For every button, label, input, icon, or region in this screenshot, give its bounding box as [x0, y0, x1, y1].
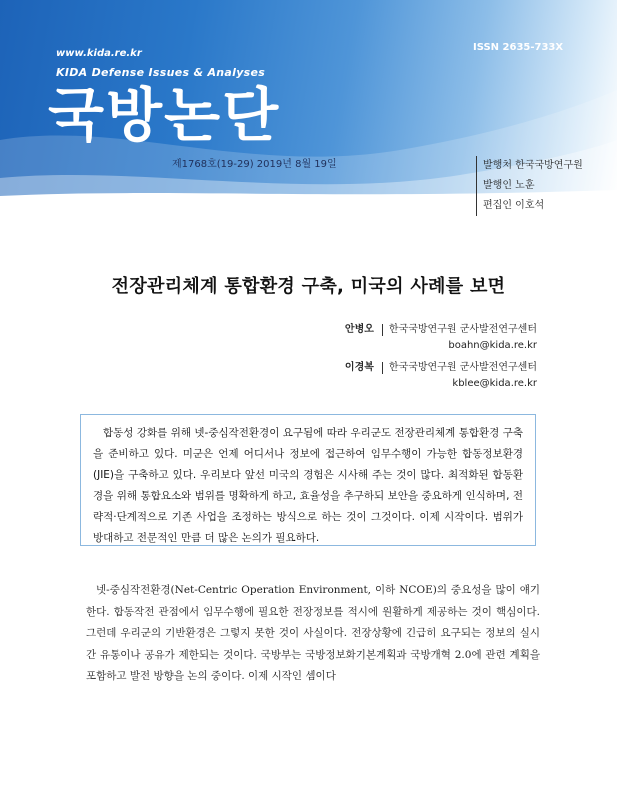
body-paragraph: 넷-중심작전환경(Net-Centric Operation Environment, 이하 NCOE)의 중요성을 많이 얘기한다. 합동작전 관점에서 임무수행에 필요한 전장정보를 적시에 원활하게 제공하는 것이 핵심이다. 그런데 우리군의 기반환경은 그렇지 못한 것이 사실이다. 전장상황에 긴급히 요구되는 정보의 실시간 유통이나 공유가 제한되는 것이다. 국방부는 국방정보화기본계획과 국방개혁 2.0에 관련 계획을 포함하고 발전 방향을 논의 중이다. 이제 시작인 셈이다 — [86, 584, 540, 682]
issn-label: ISSN 2635-733X — [473, 42, 564, 53]
divider — [382, 324, 383, 336]
publication-title: 국방논단 — [48, 81, 281, 149]
author-email[interactable]: boahn@kida.re.kr — [448, 340, 537, 351]
publisher-info — [476, 156, 583, 216]
body-section — [86, 580, 540, 688]
author-name: 안병오 — [344, 324, 374, 335]
issue-info: 제1768호(19-29) 2019년 8월 19일 — [172, 159, 337, 170]
site-url[interactable]: www.kida.re.kr — [56, 48, 142, 59]
divider — [382, 362, 383, 374]
author-block — [345, 322, 537, 354]
publisher-line: 발행인 노훈 — [483, 180, 535, 191]
author-affiliation: 한국국방연구원 군사발전연구센터 — [388, 362, 537, 373]
summary-box — [80, 414, 536, 546]
article-title: 전장관리체계 통합환경 구축, 미국의 사례를 보면 — [111, 276, 506, 297]
author-block — [345, 360, 537, 392]
author-affiliation: 한국국방연구원 군사발전연구센터 — [388, 324, 537, 335]
author-name: 이경복 — [344, 362, 374, 373]
series-subtitle: KIDA Defense Issues & Analyses — [56, 66, 266, 79]
publisher-line: 편집인 이호석 — [483, 200, 545, 211]
author-email[interactable]: kblee@kida.re.kr — [452, 378, 537, 389]
summary-text: 합동성 강화를 위해 넷-중심작전환경이 요구됨에 따라 우리군도 전장관리체계 통합환경 구축을 준비하고 있다. 미군은 언제 어디서나 정보에 접근하여 임무수행이 가능한 합동정보환경(JIE)을 구축하고 있다. 우리보다 앞선 미국의 경험은 시사해 주는 것이 많다. 최적화된 합동환경을 위해 통합요소와 범위를 명확하게 하고, 효율성을 추구하되 보안을 중요하게 인식하며, 전략적·단계적으로 기존 사업을 조정하는 방식으로 하는 것이 그것이다. 이제 시작이다. 범위가 방대하고 전문적인 만큼 더 많은 논의가 필요하다. — [93, 427, 523, 544]
publisher-line: 발행처 한국국방연구원 — [483, 160, 583, 171]
